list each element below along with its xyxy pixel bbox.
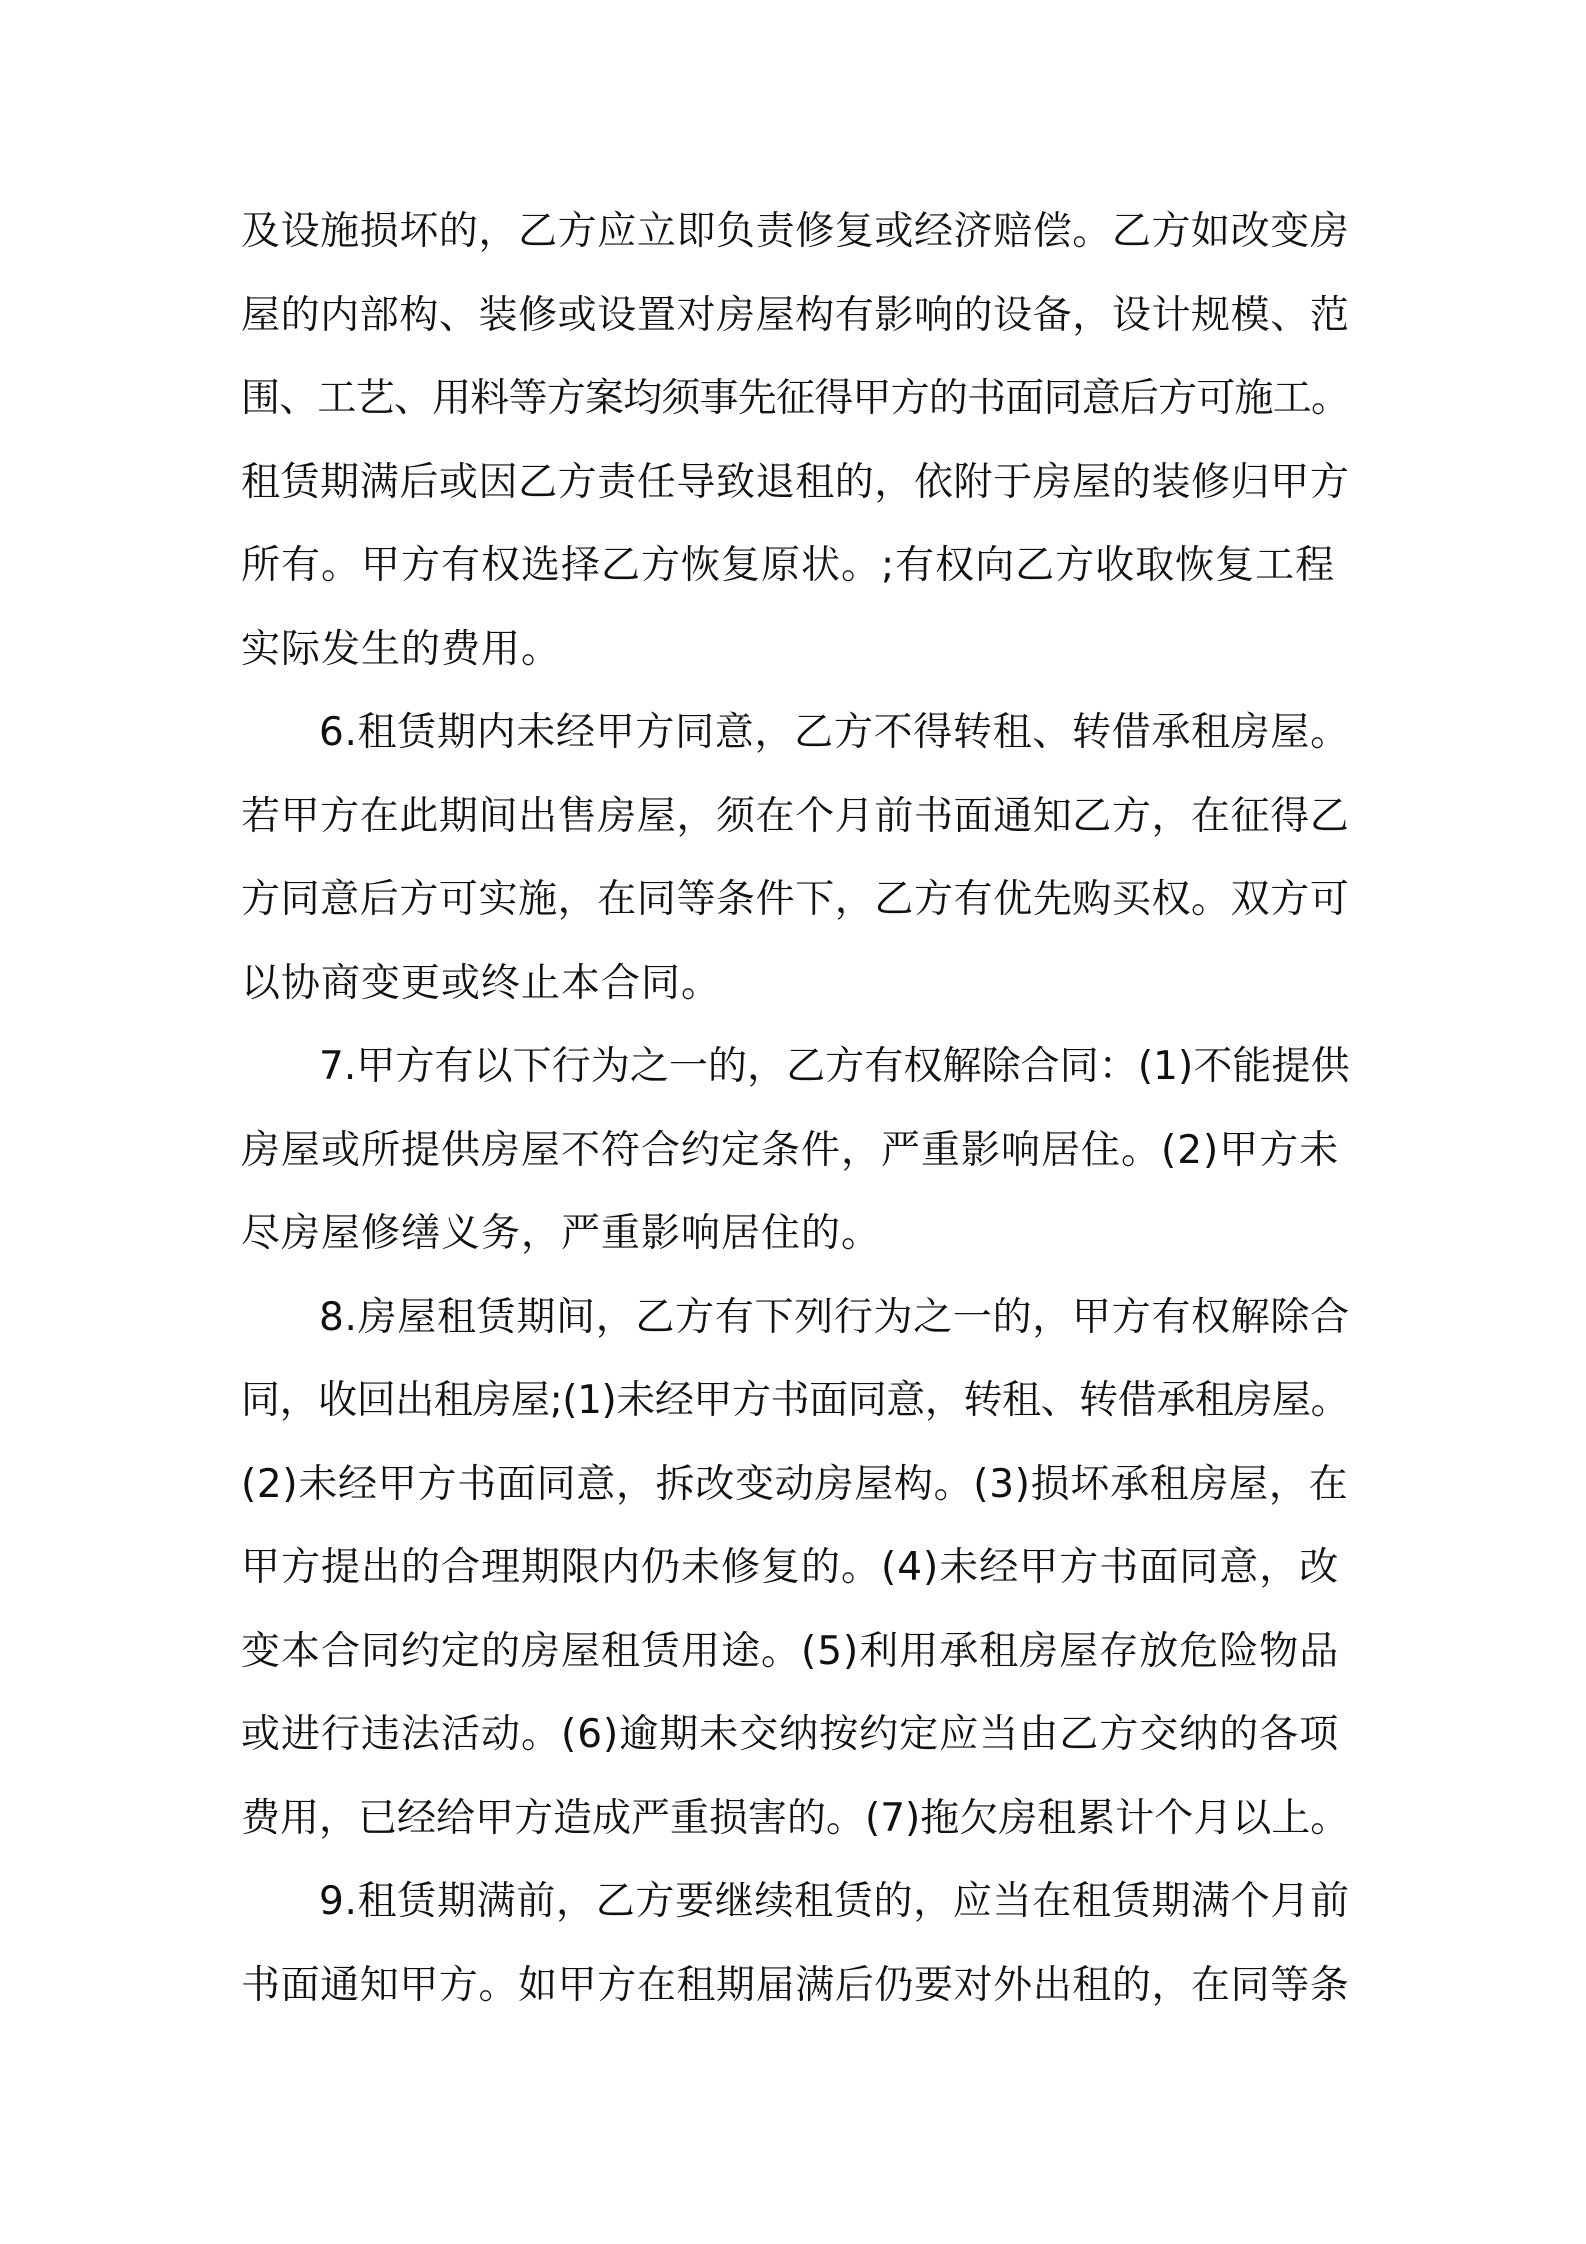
text-line: 费用，已经给甲方造成严重损害的。(7)拖欠房租累计个月以上。 <box>241 1795 1350 1841</box>
contract-body-text <box>241 190 1355 2027</box>
text-line: 书面通知甲方。如甲方在租期届满后仍要对外出租的，在同等条 <box>241 1962 1350 2008</box>
text-line: 围、工艺、用料等方案均须事先征得甲方的书面同意后方可施工。 <box>241 376 1350 421</box>
text-line: 同，收回出租房屋;(1)未经甲方书面同意，转租、转借承租房屋。 <box>241 1378 1350 1423</box>
text-line: 9.租赁期满前，乙方要继续租赁的，应当在租赁期满个月前 <box>319 1879 1350 1924</box>
text-line: 屋的内部构、装修或设置对房屋构有影响的设备，设计规模、范 <box>241 292 1350 338</box>
text-line: 租赁期满后或因乙方责任导致退租的，依附于房屋的装修归甲方 <box>241 459 1350 505</box>
text-line: (2)未经甲方书面同意，拆改变动房屋构。(3)损坏承租房屋，在 <box>241 1461 1349 1507</box>
text-line: 尽房屋修缮义务，严重影响居住的。 <box>241 1211 882 1256</box>
text-line: 房屋或所提供房屋不符合约定条件，严重影响居住。(2)甲方未 <box>241 1127 1340 1173</box>
text-line: 及设施损坏的，乙方应立即负责修复或经济赔偿。乙方如改变房 <box>241 209 1350 254</box>
text-line: 方同意后方可实施，在同等条件下，乙方有优先购买权。双方可 <box>241 877 1350 922</box>
text-line: 若甲方在此期间出售房屋，须在个月前书面通知乙方，在征得乙 <box>241 793 1350 839</box>
text-line: 8.房屋租赁期间，乙方有下列行为之一的，甲方有权解除合 <box>319 1294 1350 1340</box>
text-line: 6.租赁期内未经甲方同意，乙方不得转租、转借承租房屋。 <box>319 710 1350 755</box>
text-line: 实际发生的费用。 <box>241 626 562 672</box>
text-line: 变本合同约定的房屋租赁用途。(5)利用承租房屋存放危险物品 <box>241 1628 1340 1674</box>
text-line: 以协商变更或终止本合同。 <box>241 960 722 1006</box>
text-line: 所有。甲方有权选择乙方恢复原状。;有权向乙方收取恢复工程 <box>241 543 1336 588</box>
text-line: 或进行违法活动。(6)逾期未交纳按约定应当由乙方交纳的各项 <box>241 1712 1340 1757</box>
text-line: 7.甲方有以下行为之一的，乙方有权解除合同：(1)不能提供 <box>319 1044 1350 1089</box>
text-line: 甲方提出的合理期限内仍未修复的。(4)未经甲方书面同意，改 <box>241 1545 1340 1590</box>
